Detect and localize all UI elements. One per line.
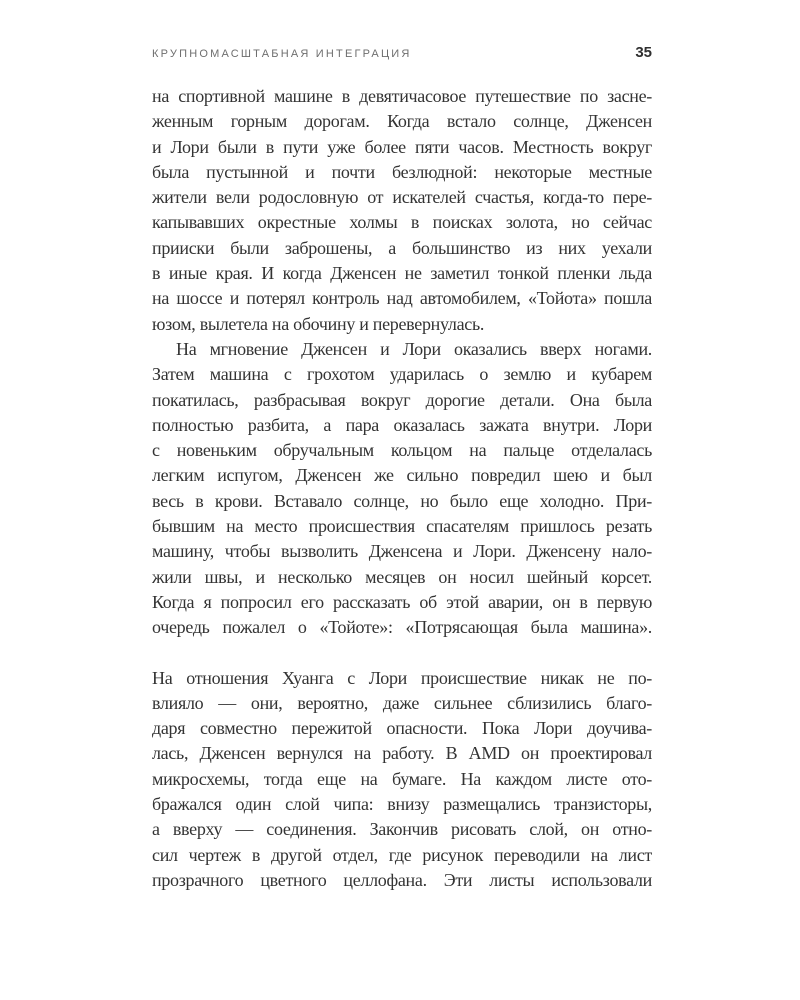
text-line: сил чертеж в другой отдел, где рисунок переводили на лист <box>152 844 652 865</box>
text-line: машину, чтобы вызволить Дженсена и Лори. Дженсену нало- <box>152 541 652 562</box>
text-line: и Лори были в пути уже более пяти часов. Местность вокруг <box>152 136 652 157</box>
text-line: очередь пожалел о «Тойоте»: «Потрясающая была машина». <box>152 617 652 638</box>
page-header <box>152 44 652 61</box>
text-line: в иные края. И когда Дженсен не заметил тонкой пленки льда <box>152 263 652 284</box>
text-line: женным горным дорогам. Когда встало солнце, Дженсен <box>152 111 652 132</box>
text-line: юзом, вылетела на обочину и перевернулась. <box>152 313 485 334</box>
text-line: жили швы, и несколько месяцев он носил шейный корсет. <box>152 566 652 587</box>
text-line: микросхемы, тогда еще на бумаге. На каждом листе ото- <box>152 768 652 789</box>
text-line: влияло — они, вероятно, даже сильнее сблизились благо- <box>152 692 652 713</box>
text-line: на шоссе и потерял контроль над автомобилем, «Тойота» пошла <box>152 288 652 309</box>
text-line: На отношения Хуанга с Лори происшествие никак не по- <box>152 667 652 688</box>
text-line: прозрачного цветного целлофана. Эти листы использовали <box>152 869 652 890</box>
text-line: на спортивной машине в девятичасовое путешествие по засне- <box>152 86 652 106</box>
text-line: Когда я попросил его рассказать об этой аварии, он в первую <box>152 591 652 612</box>
text-line: весь в крови. Вставало солнце, но было еще холодно. При- <box>152 490 652 511</box>
paragraph <box>152 337 652 641</box>
text-line: с новеньким обручальным кольцом на пальце отделалась <box>152 440 652 461</box>
text-line: покатилась, разбрасывая вокруг дорогие детали. Она была <box>152 389 652 410</box>
paragraph <box>152 84 652 337</box>
text-line: бывшим на место происшествия спасателям пришлось резать <box>152 516 652 537</box>
running-title: КРУПНОМАСШТАБНАЯ ИНТЕГРАЦИЯ <box>152 48 412 60</box>
text-line: Затем машина с грохотом ударилась о землю и кубарем <box>152 364 652 385</box>
text-line: полностью разбита, а пара оказалась зажата внутри. Лори <box>152 414 652 435</box>
text-line: жители вели родословную от искателей счастья, когда-то пере- <box>152 187 652 208</box>
text-line: лась, Дженсен вернулся на работу. В AMD он проектировал <box>152 743 652 764</box>
text-line: На мгновение Дженсен и Лори оказались вверх ногами. <box>176 338 652 359</box>
text-line: легким испугом, Дженсен же сильно повредил шею и был <box>152 465 652 486</box>
paragraph <box>152 666 652 894</box>
page-number: 35 <box>635 44 652 61</box>
text-line: а вверху — соединения. Закончив рисовать слой, он отно- <box>152 819 652 840</box>
text-line: даря совместно пережитой опасности. Пока Лори доучива- <box>152 718 652 739</box>
text-line: была пустынной и почти безлюдной: некоторые местные <box>152 161 652 182</box>
text-line: бражался один слой чипа: внизу размещались транзисторы, <box>152 794 652 815</box>
text-line: прииски были заброшены, а большинство из них уехали <box>152 237 652 258</box>
page-body <box>152 84 652 893</box>
text-line: капывавших окрестные холмы в поисках золота, но сейчас <box>152 212 652 233</box>
